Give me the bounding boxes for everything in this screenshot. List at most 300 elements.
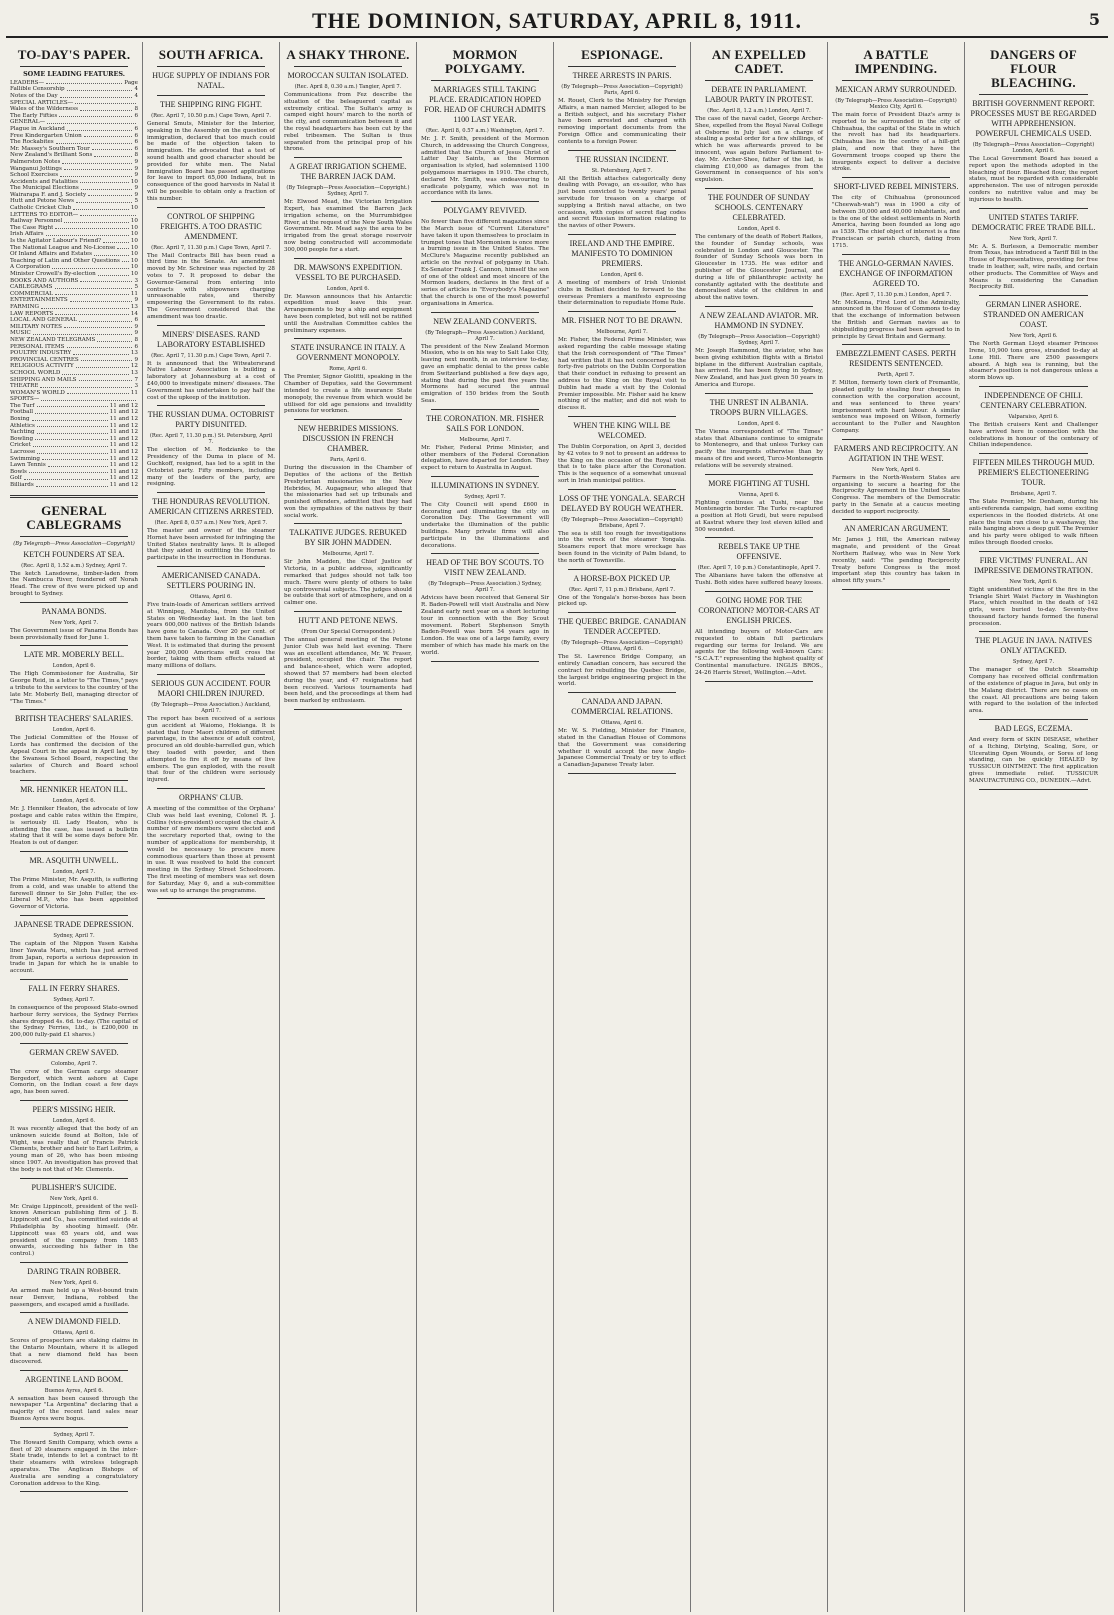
index-row (10, 106, 138, 113)
page-number: 5 (1088, 10, 1100, 29)
index-row (10, 423, 138, 430)
index-row (10, 383, 138, 390)
index-row (10, 462, 138, 469)
index-leader (40, 383, 132, 388)
rule-divider (979, 551, 1088, 552)
index-leader (62, 370, 128, 375)
article-body: The North German Lloyd steamer Princess Irene, 10,900 tons gross, stranded to-day at Lone Hill. There are 2500 passengers aboard. A high sea is running, but the steamer's position is not dangerous unless a storm blows up. (969, 341, 1098, 382)
dateline: (By Telegraph—Press Association.) Auckland, April 7. (425, 329, 545, 342)
rule-divider (842, 519, 950, 520)
rule-divider (431, 201, 539, 202)
dateline: New York, April 6. (1009, 333, 1058, 340)
dateline: (Rec. April 7, 11.30 p.m.) Cape Town, April 7. (151, 352, 271, 359)
index-row (10, 80, 138, 87)
subheadline: THE SHIPPING RING FIGHT. (159, 100, 263, 109)
subheadline: POLYGAMY REVIVED. (443, 206, 527, 216)
dateline: (Rec. April 7, 10.50 p.m.) Cape Town, April 7. (151, 113, 271, 119)
index-label: ENTERTAINMENTS (10, 297, 68, 304)
rule-divider (979, 208, 1088, 209)
story-headline: SOUTH AFRICA. (158, 47, 264, 62)
article-body: A meeting of members of Irish Unionist clubs in Belfast decided to forward to the overseas Premiers a manifesto expressing their determination to repudiate Home Rule. (558, 279, 686, 307)
index-label: WOMAN'S WORLD (10, 389, 65, 396)
index-row (10, 198, 138, 205)
article-body: The annual general meeting of the Petone Junior Club was held last evening. There was an excellent attendance, Mr. W. Fraser, president, occupied the chair. The report and balance-sheet, which were adopted, showed that 57 members had been elected during the year, and 47 resignations had been received. Various tournaments had been held, and the proceedings at them had been marked by enthusiasm. (284, 637, 412, 705)
dateline: (From Our Special Correspondent.) (301, 629, 395, 636)
rule-divider (979, 295, 1088, 296)
dateline: (By Telegraph—Press Association—Copyright) Brisbane, April 7. (561, 516, 683, 529)
index-leader (122, 258, 129, 263)
index-row (10, 172, 138, 179)
rule-divider (842, 177, 950, 178)
index-row (10, 278, 138, 285)
index-label: Yachting (10, 429, 35, 436)
index-row (10, 350, 138, 357)
rule-divider (705, 537, 813, 538)
index-row (10, 212, 138, 219)
article-body: The Government issue of Panama Bonds has been provisionally fixed for June 1. (10, 627, 138, 641)
rule-divider (294, 258, 402, 259)
rule-divider (705, 591, 813, 592)
article-body: The Premier, Signor Giolitti, speaking in the Chamber of Deputies, said the Government intended to create a life insurance State monopoly, the revenue from which would be utilised for old age pensions and invalidity pensions for workmen. (284, 374, 412, 415)
subheadline: PUBLISHER'S SUICIDE. (31, 1182, 117, 1192)
subheadline: UNITED STATES TARIFF. DEMOCRATIC FREE TRADE BILL. (971, 212, 1096, 232)
article-body: Mr. Fisher, the Federal Prime Minister, was asked regarding the cable message stating that the Irish correspondent of "The Times" had written that it has not concerned to the forty-five patriots on the Dublin Corporation that their conduct in refusing to present an address to the King on the Royal visit to Dublin had made a visit by the Colonial Premier impossible. Mr. Fisher said he knew nothing of the matter, and did not wish to discuss it. (558, 337, 686, 412)
index-label: SPORTS— (10, 396, 40, 403)
dateline: (Rec. April 8, 0.30 a.m.) Tangier, April 7. (294, 84, 402, 90)
rule-divider (568, 416, 676, 417)
index-page: 10 (130, 205, 138, 212)
index-page: 9 (134, 323, 138, 330)
index-label: SCHOOL WORLD (10, 369, 61, 376)
index-label: Wairarapa F. and J. Society (10, 191, 87, 198)
article-body: The master and owner of the steamer Hornet have been arrested for infringing the United States neutrality laws. It is alleged that they aided in outfitting the Hornet to participate in the insurrection in Honduras. (147, 528, 275, 562)
index-page: 10 (130, 244, 138, 251)
subheadline: AN AMERICAN ARGUMENT. (843, 524, 949, 534)
subheadline: INDEPENDENCE OF CHILI. CENTENARY CELEBRATION. (980, 390, 1087, 410)
dateline: Sydney, April 7. (53, 932, 95, 939)
index-row (10, 449, 138, 456)
article-body: The ketch Lansdowne, timber-laden from the Nambucca River, foundered off Norah Head. The crew of five were picked up and brought to Sydney. (10, 570, 138, 597)
subheadline: BRITISH TEACHERS' SALARIES. (15, 714, 133, 724)
dateline: New York, April 6. (49, 1195, 99, 1202)
index-title: SOME LEADING FEATURES. (23, 70, 125, 78)
index-row (10, 166, 138, 173)
subheadline: MR. FISHER NOT TO BE DRAWN. (561, 316, 683, 326)
index-row (10, 297, 138, 304)
rule-divider (294, 523, 402, 524)
subheadline: MINERS' DISEASES. RAND LABORATORY ESTABLISHED (156, 329, 266, 349)
dateline: London, April 6. (52, 663, 96, 670)
index-label: Billiards (10, 482, 34, 489)
article-body: The crew of the German cargo steamer Bergedorf, which went ashore at Cape Comorin, on the Indian coast a few days ago, has been saved. (10, 1068, 138, 1096)
rule-divider (20, 709, 128, 710)
index-leader (59, 113, 132, 118)
article-body: The St. Lawrence Bridge Company, an entirely Canadian concern, has secured the contract for rebuilding the Quebec Bridge, the largest bridge engineering project in the world. (558, 654, 686, 688)
index-row (10, 231, 138, 238)
rule-divider (705, 393, 813, 394)
subheadline: THE FOUNDER OF SUNDAY SCHOOLS. CENTENARY CELEBRATED. (707, 192, 811, 222)
rule-divider (431, 661, 539, 662)
rule-divider (20, 66, 128, 67)
index-row (10, 324, 138, 331)
subheadline: ILLUMINATIONS IN SYDNEY. (430, 480, 540, 490)
rule-divider (705, 474, 813, 475)
article-body: Scores of prospectors are staking claims in the Ontario Mountain, where it is alleged that a new diamond field has been discovered. (10, 1338, 138, 1365)
index-page: 6 (134, 132, 138, 139)
index-row (10, 304, 138, 311)
article-body: The Mail Contracts Bill has been read a third time in the Senate. An amendment moved by Mr. Schreiner was rejected by 28 votes to 7. It proposed to debar the Governor-General from entering into contracts with shipowners charging unreasonable rates, and thereby empowering the Government to fix rates. The Government considered that the amendment was too drastic. (147, 252, 275, 320)
rule-divider (294, 709, 402, 710)
dateline: (By Telegraph—Press Association—Copyright.) Sydney, April 7. (286, 185, 410, 198)
subheadline: AMERICANISED CANADA. SETTLERS POURING IN. (161, 571, 261, 591)
article-body: The Judicial Committee of the House of Lords has confirmed the decision of the Appeal Court in the appeal in April last, by the Swansea School Board, respecting the salaries of Church and Board school teachers. (10, 735, 138, 776)
index-leader (67, 390, 129, 395)
index-row (10, 311, 138, 318)
dateline: London, April 6. (52, 798, 96, 805)
index-leader (56, 139, 133, 144)
dateline: (Rec. April 8, 0.57 a.m.) Washington, April 7. (425, 128, 545, 134)
article-body: Dr. Mawson announces that his Antarctic expedition must leave this year. Arrangements to buy a ship and equipment have been completed, but will not be ratified until the Australian Committee cables the preliminary expenses. (284, 293, 412, 334)
index-page: 13 (130, 369, 138, 376)
index-label: Bowling (10, 435, 34, 442)
byline: (By Telegraph—Press Association—Copyright) (13, 540, 135, 547)
index-leader (94, 152, 132, 157)
subheadline: WHEN THE KING WILL BE WELCOMED. (573, 420, 671, 440)
story-headline: A BATTLE IMPENDING. (854, 47, 938, 76)
index-row (10, 469, 138, 476)
index-row (10, 264, 138, 271)
rule-divider (157, 66, 265, 67)
index-label: The Turf (10, 402, 35, 409)
index-row (10, 245, 138, 252)
article-body: Mr. J. Henniker Heaton, the advocate of low postage and cable rates within the Empire, is seriously ill. Lady Heaton, who is attending the case, has issued a bulletin stating that it will be some days before Mr. Heaton is out of danger. (10, 806, 138, 847)
index-page: 11 (130, 290, 138, 297)
index-label: FARMING (10, 303, 39, 310)
subheadline: HEAD OF THE BOY SCOUTS. TO VISIT NEW ZEALAND. (426, 558, 544, 578)
masthead-title: THE DOMINION, SATURDAY, APRIL 8, 1911. (311, 8, 803, 33)
index-row (10, 139, 138, 146)
subheadline: DEBATE IN PARLIAMENT. LABOUR PARTY IN PROTEST. (704, 85, 814, 104)
rule-divider (20, 602, 128, 603)
index-label: Swimming (10, 455, 40, 462)
index-label: RELIGIOUS ACTIVITY (10, 363, 74, 370)
subheadline: MORE FIGHTING AT TUSHI. (708, 478, 810, 488)
rule-divider (979, 453, 1088, 454)
index-leader (55, 311, 128, 316)
subheadline: PANAMA BONDS. (41, 606, 107, 616)
article-body: All the British attaches categorically deny dealing with Povago, an ex-sailor, who has just been convicted to twenty years' penal servitude for treason on a charge of supplying a British naval attache, on two occasions, with copies of secret flag codes and secret Russian information relating to the navies of other Powers. (558, 175, 686, 230)
index-label: Irish Affairs (10, 231, 44, 238)
rule-divider (979, 94, 1088, 95)
index-page: 9 (134, 165, 138, 172)
rule-divider (20, 1262, 128, 1263)
subheadline: A GREAT IRRIGATION SCHEME. THE BARREN JACK DAM. (289, 162, 407, 182)
article-body: General Smuts, Minister for the Interior, speaking in the Assembly on the question of immigration, declared that too much could be made of the objection taken to immigration. He advocated that a test of sound health and good character should be provided for white men. The Natal Immigration Board has passed applications for leave to import 65,000 Indians, but in consequence of the good harvests in Natal it will be possible to obtain only a fraction of this number. (147, 121, 275, 202)
rule-divider (431, 553, 539, 554)
index-row (10, 119, 138, 126)
index-page: 10 (130, 257, 138, 264)
subheadline: MR. ASQUITH UNWELL. (29, 855, 119, 865)
subheadline: MARRIAGES STILL TAKING PLACE. ERADICATION HOPED FOR. HEAD OF CHURCH ADMITS 1100 LAST YEAR. (424, 85, 546, 124)
article-body: One of the Yongala's horse-boxes has been picked up. (558, 594, 686, 608)
article-body: The city of Chihuahua (pronounced "Cheewah-wah") was in 1900 a city of between 30,000 and 40,000 inhabitants, and is the one of the oldest settlements in North America, having been founded as long ago as 1539. The chief object of interest is a fine Franciscan or parish church, dating from 1715. (832, 195, 960, 249)
subheadline: EMBEZZLEMENT CASES. PERTH RESIDENTS SENTENCED. (835, 349, 957, 369)
double-rule (10, 495, 138, 498)
index-page: 6 (134, 343, 138, 350)
rule-divider (568, 612, 676, 613)
index-page: 6 (134, 139, 138, 146)
column-2 (143, 42, 280, 1612)
index-page: 12 (130, 363, 138, 370)
dateline: St. Petersburg, April 7. (591, 167, 653, 174)
story-headline: A SHAKY THRONE. (286, 47, 410, 62)
dateline: (Rec. April 8, 1.52 a.m.) Sydney, April 7. (21, 562, 127, 569)
subheadline: DARING TRAIN ROBBER. (27, 1267, 121, 1277)
subheadline: STATE INSURANCE IN ITALY. A GOVERNMENT MONOPOLY. (290, 343, 406, 363)
index-leader (92, 146, 133, 151)
rule-divider (842, 344, 950, 345)
index-page: 9 (134, 297, 138, 304)
article-body: F. Milton, formerly town clerk of Fremantle, pleaded guilty to stealing four cheques in connection with the corporation account, and was sentenced to three years' imprisonment with hard labour. A similar sentence was imposed on Wilson, formerly accountant to the Fuller and Naughton Company. (832, 380, 960, 434)
article-body: The captain of the Nippon Yusen Kaisha liner Yawata Maru, which has just arrived from Japan, reports a serious depression in trade in Japan for which he is unable to account. (10, 940, 138, 975)
article-body: M. Rouet, Clerk to the Ministry for Foreign Affairs, a man named Mercier, alleged to be a British subject, and his secretary Fisher have been arrested and charged with removing important documents from the Foreign Office and communicating their contents to a foreign Power. (558, 98, 686, 145)
subheadline: ORPHANS' CLUB. (178, 793, 244, 803)
index-leader (67, 86, 133, 91)
subheadline: GOING HOME FOR THE CORONATION? MOTOR-CARS AT ENGLISH PRICES. (698, 596, 820, 626)
dateline: Vienna, April 6. (738, 491, 780, 498)
subheadline: THE RUSSIAN INCIDENT. (575, 154, 669, 164)
article-body: Communications from Fez describe the situation of the beleaguered capital as extremely critical. The Sultan's army is camped eight hours' march to the north of the city, and communication between it and the royal headquarters has been cut by the rebel tribesmen. The Sultan is thus separated from the principal prop of his throne. (284, 92, 412, 153)
article-body: The Local Government Board has issued a report upon the methods adopted in the bleaching of flour. Bleached flour, the report states, must be regarded with considerable apprehension. The use of nitrogen peroxide confers no nutritive value and may be injurious to health. (969, 156, 1098, 203)
index-label: Fallible Censorship (10, 86, 65, 93)
rule-divider (568, 692, 676, 693)
index-label: NEW ZEALAND TELEGRAMS (10, 336, 96, 343)
rule-divider (157, 788, 265, 789)
index-label: Of Inland Affairs and Estates (10, 251, 92, 258)
article-body: Mr. A. S. Burleson, a Democratic member from Texas, has introduced a Tariff Bill in the House of Representatives, providing for free trade in leather, salt, wire nails, and certain other products. The Committee of Ways and Means is considering the Canadian Reciprocity Bill. (969, 243, 1098, 291)
dateline: London, April 6. (326, 285, 370, 292)
index-page: 7 (134, 376, 138, 383)
dateline: London, April 7. (52, 868, 96, 875)
dateline: Ottawa, April 6. (601, 720, 643, 727)
rule-divider (20, 915, 128, 916)
index-page: 9 (134, 158, 138, 165)
dateline: Colombo, April 7. (51, 1060, 97, 1067)
index-label: CABLEGRAMS (10, 284, 53, 291)
article-body: A meeting of the committee of the Orphans' Club was held last evening, Colonel R. J. Collins (vice-president) occupied the chair. A number of new members were elected and the secretary reported that, owing to the number of applications for membership, it would be necessary to procure more commodious quarters than those at present in use. It was resolved to hold the concert meeting in the Sydney Street Schoolroom. The first meeting of members was set down for Saturday, May 6, and a sub-committee was set up to arrange the programme. (147, 806, 275, 894)
dateline: (Rec. April 8, 1.2 a.m.) London, April 7. (707, 108, 811, 114)
index-label: Catholic Cricket Club (10, 205, 72, 212)
index-row (10, 291, 138, 298)
index-page: 8 (134, 106, 138, 113)
index-leader (37, 403, 108, 408)
subheadline: THE HONDURAS REVOLUTION. AMERICAN CITIZENS ARRESTED. (148, 497, 274, 517)
dateline: Sydney, April 7. (53, 1431, 95, 1438)
index-page: 6 (134, 125, 138, 132)
rule-divider (294, 157, 402, 158)
article-body: Mr. J. F. Smith, president of the Mormon Church, in addressing the Church Congress, admitted that the Church of Jesus Christ of Latter Day Saints, as the Mormon organisation is styled, had solemnised 1100 polygamous marriages in 1910. The church, declared Mr. Smith, was endeavouring to eradicate polygamy, which was not in accordance with its laws. (421, 136, 549, 197)
dateline: (Rec. April 7, 11.30 p.m.) Cape Town, April 7. (151, 244, 271, 251)
index-page: 11 and 12 (109, 475, 138, 482)
article-body: The Dublin Corporation, on April 3, decided by 42 votes to 9 not to present an address to the King on the occasion of the Royal visit that is to take place after the Coronation. This is the sequence of a somewhat unusual sort in Irish municipal politics. (558, 443, 686, 484)
subheadline: HUTT AND PETONE NEWS. (298, 616, 398, 626)
dateline: London, April 6. (52, 727, 96, 734)
index-row (10, 258, 138, 265)
index-label: The Municipal Elections (10, 185, 79, 192)
index-row (10, 251, 138, 258)
index-row (10, 146, 138, 153)
story-headline: MORMON POLYGAMY. (445, 47, 525, 76)
index-leader (94, 251, 129, 256)
rule-divider (705, 188, 813, 189)
subheadline: IRELAND AND THE EMPIRE. MANIFESTO TO DOMINION PREMIERS. (569, 238, 675, 268)
index-label: Teaching of Latin and Other Questions (10, 257, 120, 264)
index-label: Boxing (10, 416, 30, 423)
subheadline: SHORT-LIVED REBEL MINISTERS. (833, 182, 959, 192)
rule-divider (294, 611, 402, 612)
index-label: Lawn Tennis (10, 462, 46, 469)
index-row (10, 363, 138, 370)
index-row (10, 238, 138, 245)
subheadline: GERMAN CREW SAVED. (29, 1047, 119, 1057)
article-body: Mr. Joseph Hammond, the aviator, who has been giving exhibition flights with a Bristol biplane in the different Australian capitals, has arrived. He has been flying in Sydney, New Zealand, and has just given 50 years in America and Europe. (695, 347, 823, 388)
columns (6, 42, 1108, 1612)
index-page: 6 (134, 317, 138, 324)
story-headline: AN EXPELLED CADET. (711, 47, 807, 76)
dateline: Sydney, April 7. (1012, 659, 1055, 666)
dateline: Ottawa, April 6. (190, 594, 232, 601)
dateline: (By Telegraph—Press Association—Copyright) Ottawa, April 6. (561, 640, 683, 653)
dateline: London, April 6. (600, 271, 644, 278)
index-label: The Early Fifties (10, 112, 58, 119)
index-leader (52, 264, 129, 269)
index-leader (81, 357, 133, 362)
index-leader (103, 238, 129, 243)
article-body: And every form of SKIN DISEASE, whether of a Itching, Dirtying, Scaling, Sore, or Ulcerating Open Wounds, or Sores of long standing, can be quickly HEALED by TUSSICUR OINTMENT. The first application gives immediate relief. TUSSICUR MANUFACTURING CO., DUNEDIN.—Advt. (969, 737, 1098, 784)
article-body: Mr. Fisher, Federal Prime Minister, and other members of the Federal Coronation delegation, have departed for London. They expect to return to Australia in August. (421, 444, 549, 472)
dateline: (By Telegraph—Press Association—Copyright) London, April 6. (972, 142, 1095, 154)
index-page: 11 and 12 (109, 449, 138, 456)
index-page: Page (124, 79, 138, 86)
index-row (10, 442, 138, 449)
index-page: 10 (130, 251, 138, 258)
index-leader (33, 330, 133, 335)
index-leader (46, 231, 129, 236)
subheadline: MOROCCAN SULTAN ISOLATED. (287, 71, 409, 80)
index-row (10, 205, 138, 212)
dateline: Melbourne, April 7. (596, 329, 648, 336)
dateline: New York, April 6. (871, 466, 921, 473)
article-body: Fighting continues at Tushi, near the Montenegrin border. The Turks re-captured a position at Hoti Grudi, but were repulsed at Kastrat where they lost eleven killed and 500 wounded. (695, 499, 823, 533)
dateline: (By Telegraph—Press Association—Copyright) Sydney, April 7. (698, 333, 820, 346)
index-page: 9 (134, 191, 138, 198)
dateline: (By Telegraph—Press Association—Copyright) Paris, April 6. (561, 84, 683, 96)
index-label: The Rockabites (10, 139, 54, 146)
rule-divider (979, 631, 1088, 632)
index-page: 11 and 12 (109, 429, 138, 436)
index-page: 9 (134, 356, 138, 363)
rule-divider (157, 566, 265, 567)
rule-divider (157, 492, 265, 493)
article-body: The case of the naval cadet, George Archer-Shee, expelled from the Royal Naval College at Osborne in July last on a charge of stealing a postal order for a few shillings, of which he was afterwards proved to be innocent, was again before Parliament to-day. Mr. Archer-Shee, father of the lad, is claiming £10,000 as damages from the Government in consequence of his son's expulsion. (695, 116, 823, 184)
dateline: (Rec. April 8, 0.57 a.m.) New York, April 7. (154, 520, 268, 527)
rule-divider (568, 234, 676, 235)
index-row (10, 192, 138, 199)
rule-divider (431, 80, 539, 81)
index-label: Is the Agitator Labour's Friend? (10, 238, 102, 245)
index-leader (55, 291, 129, 296)
article-body: The State Premier, Mr. Denham, during his anti-referenda campaign, had some exciting experiences in the flooded districts. At one place the train ran close to a washaway, the rails hanging above a deep gulf. The Premier and his party were obliged to walk fifteen miles through flooded creeks. (969, 499, 1098, 546)
index-label: POULTRY INDUSTRY (10, 350, 72, 357)
index-leader (98, 271, 129, 276)
index-page: 6 (134, 145, 138, 152)
article-body: The sea is still too rough for investigations into the wreck of the steamer Yongala. Steamers report that more wreckage has been found in the vicinity of Palm Island, to the north of Townsville. (558, 530, 686, 564)
subheadline: FIFTEEN MILES THROUGH MUD. PREMIER'S ELECTIONEERING TOUR. (972, 458, 1095, 488)
subheadline: CANADA AND JAPAN. COMMERCIAL RELATIONS. (571, 697, 673, 717)
index-label: Railway Personnel (10, 218, 63, 225)
story-headline: GENERAL CABLEGRAMS (26, 502, 122, 532)
rule-divider (157, 898, 265, 899)
index-page: 11 and 12 (109, 402, 138, 409)
index-label: THEATRE (10, 383, 39, 390)
rule-divider (568, 66, 676, 67)
index-page: 8 (134, 152, 138, 159)
index-row (10, 159, 138, 166)
article-body: A sensation has been caused through the newspaper "La Argentina" declaring that a majority of the recent land sales near Buenos Ayres were bogus. (10, 1395, 138, 1422)
rule-divider (20, 1370, 128, 1371)
index-page: 8 (134, 336, 138, 343)
index-page: 5 (134, 198, 138, 205)
index-row (10, 271, 138, 278)
dateline: Ottawa, April 6. (53, 1330, 95, 1337)
rule-divider (705, 80, 813, 81)
subheadline: FARMERS AND RECIPROCITY. AN AGITATION IN THE WEST. (833, 443, 959, 463)
dateline: Buenos Ayres, April 6. (44, 1387, 104, 1394)
index-label: The Case Right (10, 224, 54, 231)
subheadline: THE CORONATION. MR. FISHER SAILS FOR LONDON. (426, 413, 544, 433)
index-page: 3 (134, 383, 138, 390)
index-label: Hutt and Petone News (10, 198, 75, 205)
dateline: Rome, April 6. (329, 366, 367, 373)
dateline: New York, April 7. (1009, 235, 1058, 242)
index-leader (29, 469, 108, 474)
index-row (10, 337, 138, 344)
subheadline: THE ANGLO-GERMAN NAVIES. EXCHANGE OF INFORMATION AGREED TO. (838, 258, 954, 288)
index-page: 4 (134, 86, 138, 93)
dateline: New York, April 6. (49, 1280, 99, 1287)
index-row (10, 416, 138, 423)
index-row (10, 475, 138, 482)
index-leader (80, 179, 129, 184)
rule-divider (842, 589, 950, 590)
article-body: The manager of the Dutch Steamship Company has received official confirmation of the existence of plague in Java, but only in the Malang district. There are no cases on the coast. All precautions are being taken with regard to the isolation of the infected area. (969, 667, 1098, 715)
subheadline: CONTROL OF SHIPPING FREIGHTS. A TOO DRASTIC AMENDMENT. (160, 211, 262, 241)
index-label: Wanganui Jottings (10, 165, 62, 172)
index-leader (55, 225, 128, 230)
index-row (10, 100, 138, 107)
subheadline: FALL IN FERRY SHARES. (28, 983, 120, 993)
subheadline: THE QUEBEC BRIDGE. CANADIAN TENDER ACCEPTED. (558, 617, 686, 637)
subheadline: MEXICAN ARMY SURROUNDED. (835, 85, 957, 94)
index-leader (24, 475, 108, 480)
dateline: New York, April 6. (1009, 578, 1058, 585)
index-page: 9 (134, 172, 138, 179)
index-leader (75, 100, 136, 105)
article-body: An armed man held up a West-bound train near Denver, Indiana, robbed the passengers, and escaped amid a fusillade. (10, 1288, 138, 1308)
article-body: The Prime Minister, Mr. Asquith, is suffering from a cold, and was unable to attend the farewell dinner to Sir John Fuller, the ex-Liberal M.P., who has been appointed Governor of Victoria. (10, 876, 138, 911)
index-label: Lacrosse (10, 449, 36, 456)
subheadline: MR. HENNIKER HEATON ILL. (20, 785, 128, 795)
